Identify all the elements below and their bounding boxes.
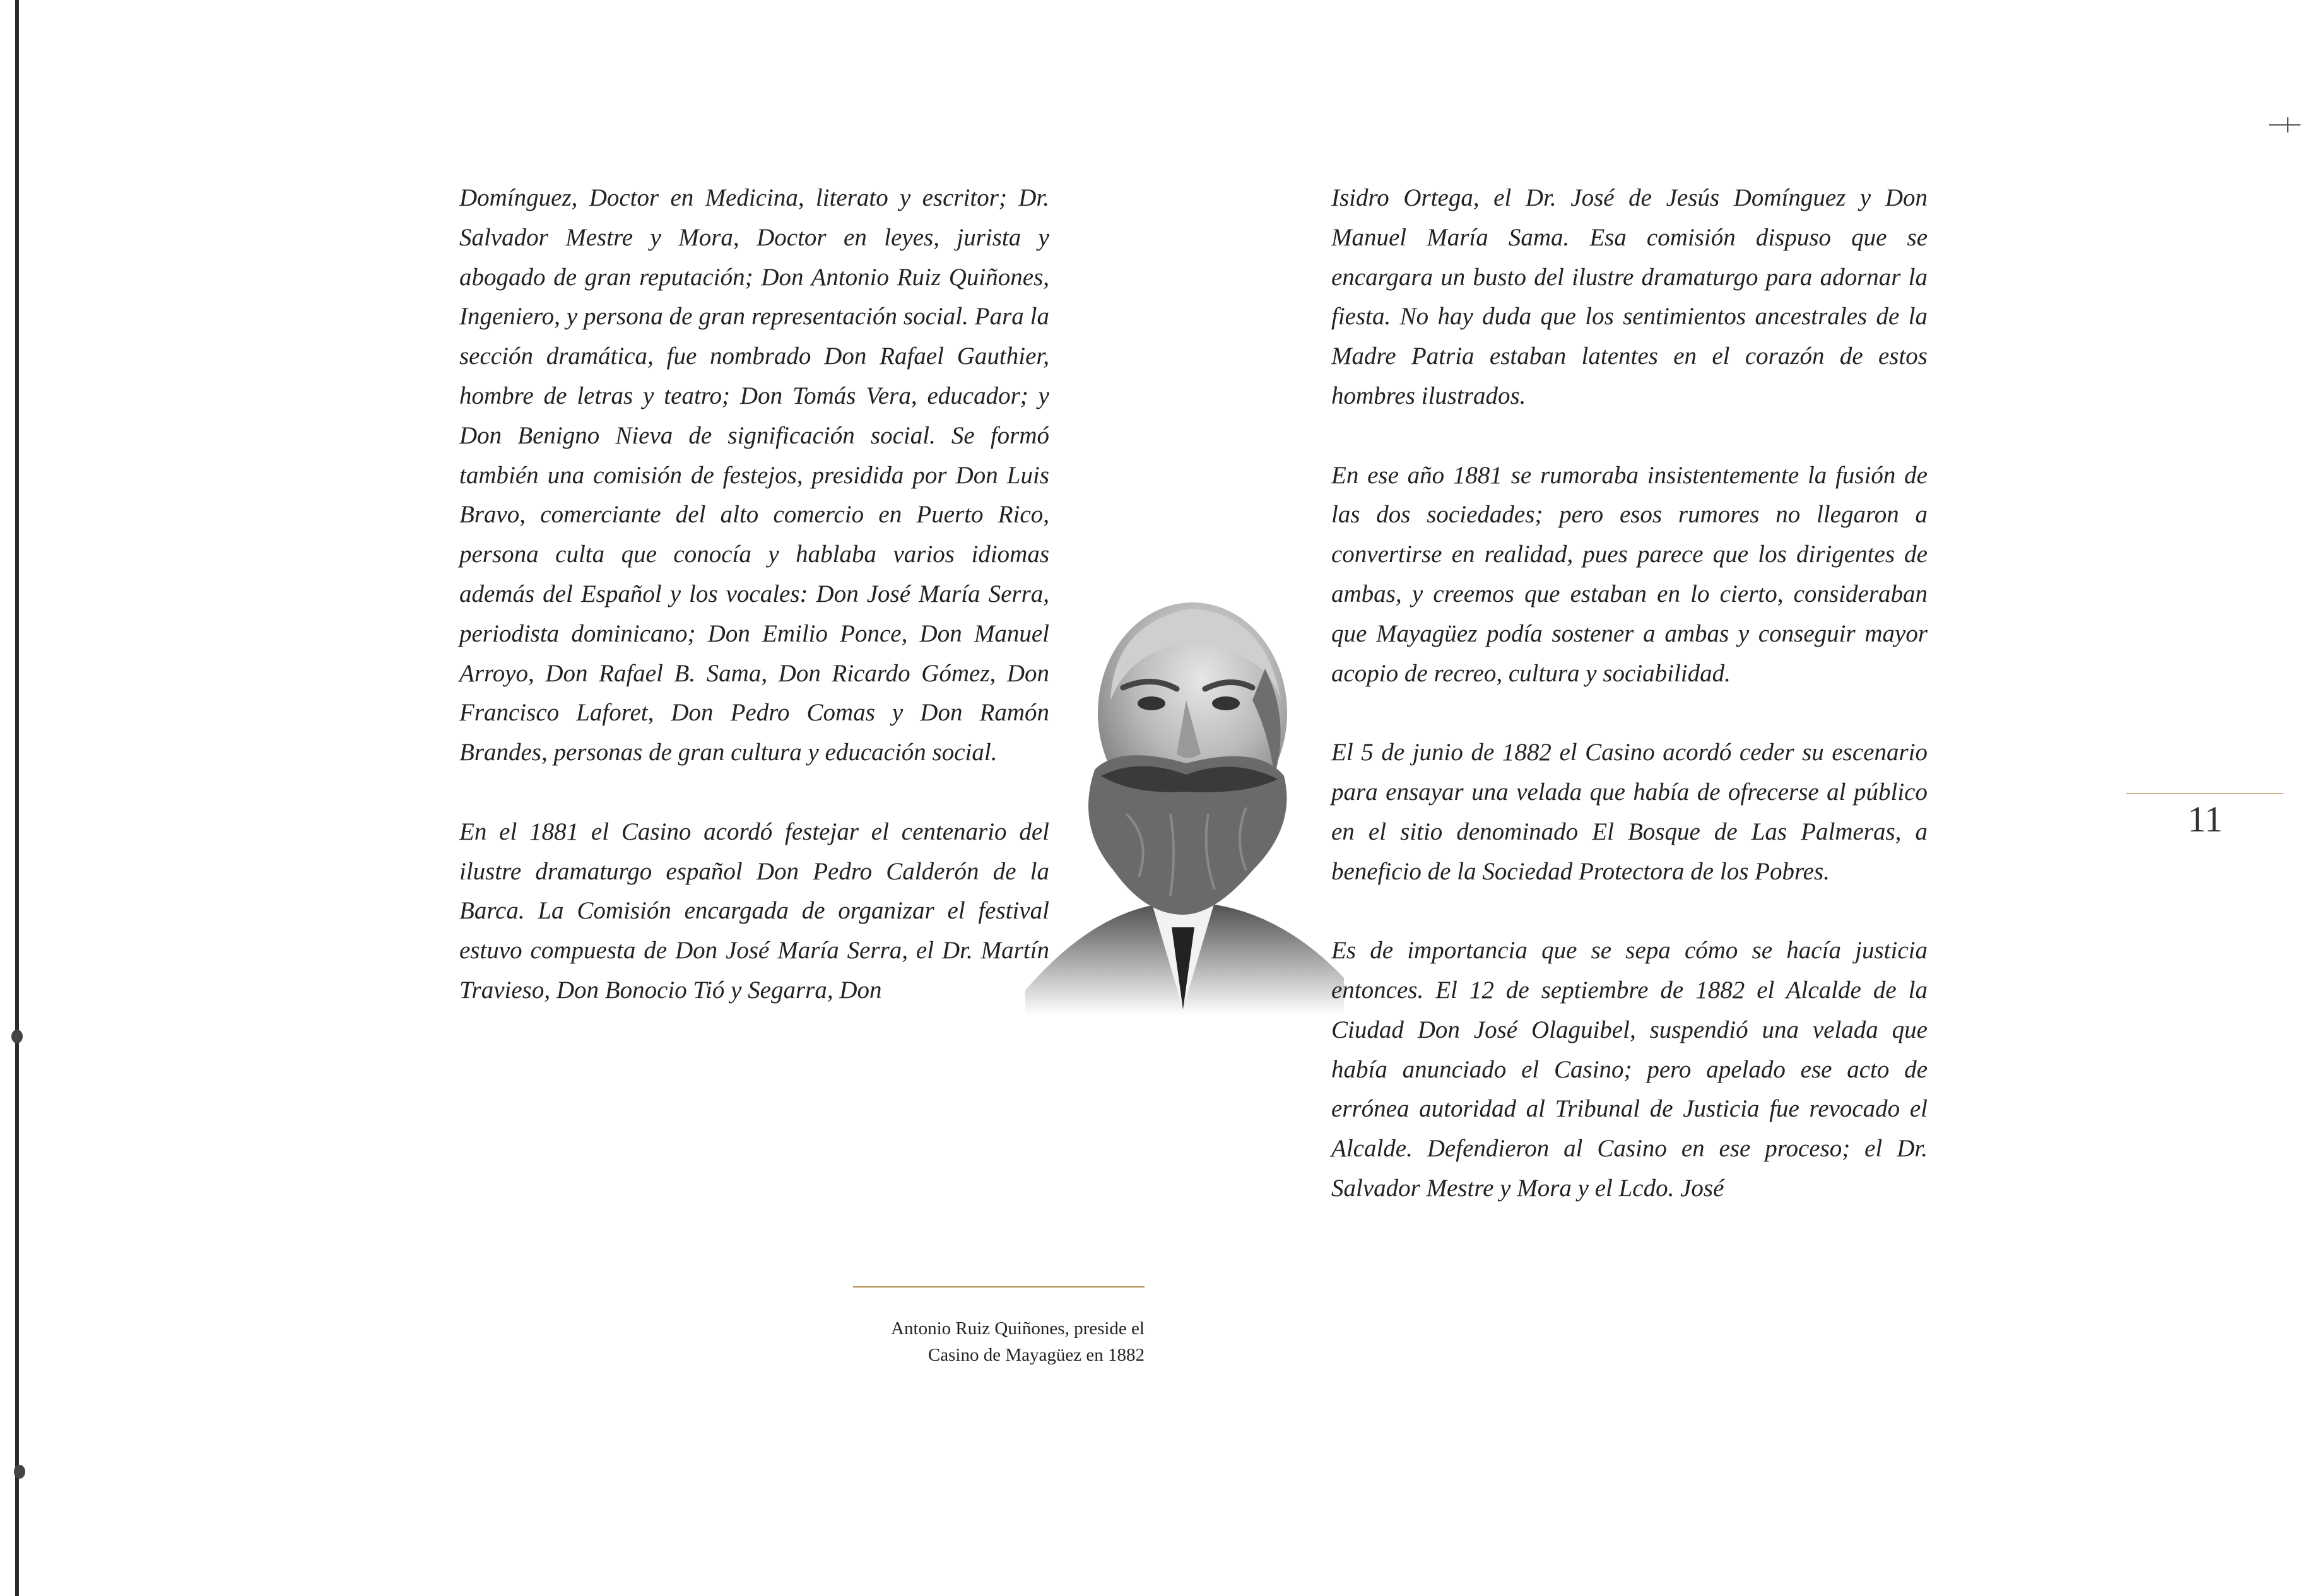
caption-line: Casino de Mayagüez en 1882 — [927, 1345, 1145, 1365]
body-paragraph: Es de importancia que se sepa cómo se hacía justicia entonces. El 12 de septiembre de 1882 el Alcalde de la Ciudad Don José Olaguibel, suspendió una velada que había anunciado el Casino; pero apelado ese acto de errónea autoridad al Tribunal de Justicia fue revocado el Alcalde. Defendieron al Casino en ese proceso; el Dr. Salvador Mestre y Mora y el Lcdo. José — [1331, 937, 1928, 1202]
body-paragraph: En el 1881 el Casino acordó festejar el centenario del ilustre dramaturgo español Don Pedro Calderón de la Barca. La Comisión encargada de organizar el festival estuvo compuesta de Don José María Serra, el Dr. Martín Travieso, Don Bonocio Tió y Segarra, Don — [459, 818, 1049, 1004]
caption-divider — [853, 1286, 1145, 1288]
body-paragraph: Domínguez, Doctor en Medicina, literato y escritor; Dr. Salvador Mestre y Mora, Doctor en leyes, jurista y abogado de gran reputación; Don Antonio Ruiz Quiñones, Ingeniero, y persona de gran representación social. Para la sección dramática, fue nombrado Don Rafael Gauthier, hombre de letras y teatro; Don Tomás Vera, educador; y Don Benigno Nieva de significación social. Se formó también una comisión de festejos, presidida por Don Luis Bravo, comerciante del alto comercio en Puerto Rico, persona culta que conocía y hablaba varios idiomas además del Español y los vocales: Don José María Serra, periodista dominicano; Don Emilio Ponce, Don Manuel Arroyo, Don Rafael B. Sama, Don Ricardo Gómez, Don Francisco Laforet, Don Pedro Comas y Don Ramón Brandes, personas de gran cultura y educación social. — [459, 184, 1049, 766]
body-paragraph: Isidro Ortega, el Dr. José de Jesús Domínguez y Don Manuel María Sama. Esa comisión dispuso que se encargara un busto del ilustre dramaturgo para adornar la fiesta. No hay duda que los sentimientos ancestrales de la Madre Patria estaban latentes en el corazón de estos hombres ilustrados. — [1331, 184, 1928, 409]
body-paragraph: En ese año 1881 se rumoraba insistentemente la fusión de las dos sociedades; pero esos rumores no llegaron a convertirse en realidad, pues parece que los dirigentes de ambas, y creemos que estaban en lo cierto, consideraban que Mayagüez podía sostener a ambas y conseguir mayor acopio de recreo, cultura y sociabilidad. — [1331, 461, 1928, 687]
caption-line: Antonio Ruiz Quiñones, preside el — [891, 1318, 1145, 1339]
portrait-photo — [1025, 574, 1344, 1016]
body-paragraph: El 5 de junio de 1882 el Casino acordó ceder su escenario para ensayar una velada que había de ofrecerse al público en el sitio denominado El Bosque de Las Palmeras, a beneficio de la Sociedad Protectora de los Pobres. — [1331, 739, 1928, 885]
left-text-column — [459, 179, 1049, 1050]
binding-hole-mark — [11, 1030, 23, 1043]
registration-mark-icon — [2269, 112, 2300, 138]
binding-hole-mark — [14, 1465, 25, 1479]
page-number-rule — [2126, 793, 2283, 794]
photo-caption — [757, 1315, 1145, 1368]
page-number: 11 — [2187, 799, 2223, 840]
right-text-column — [1331, 179, 1928, 1248]
page-spine — [15, 0, 19, 1596]
